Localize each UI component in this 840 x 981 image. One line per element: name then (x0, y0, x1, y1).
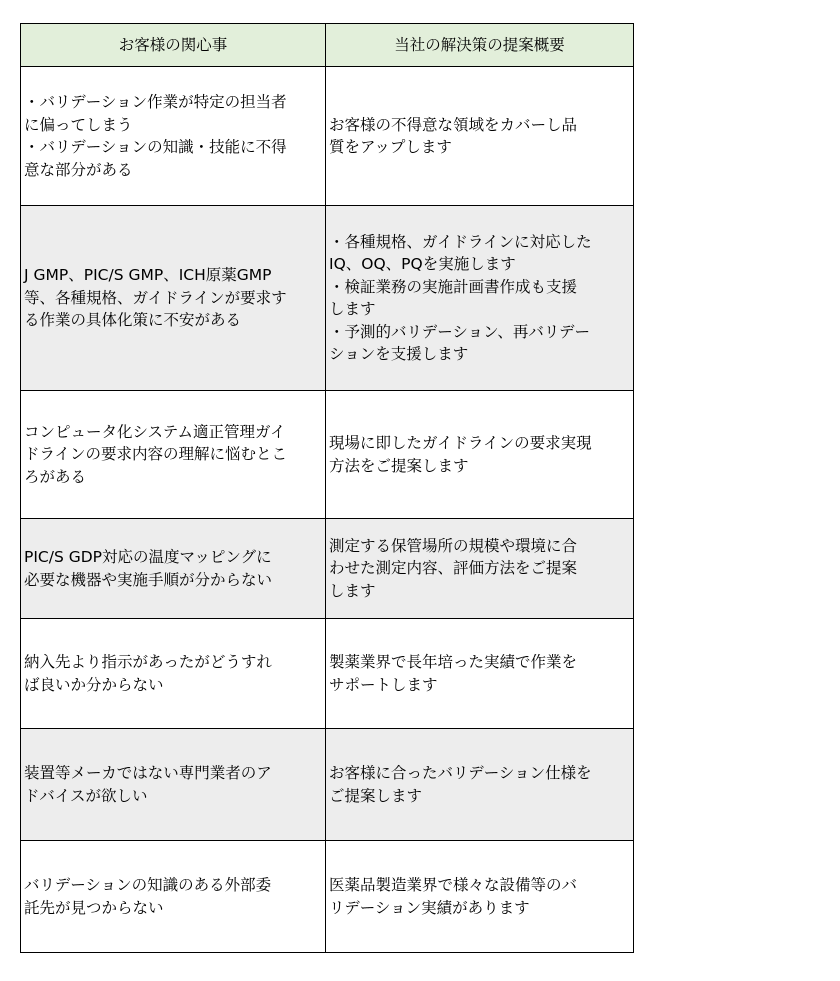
concern-text: 納入先より指示があったがどうすれ ば良いか分からない (24, 653, 272, 694)
concern-text: PIC/S GDP対応の温度マッピングに 必要な機器や実施手順が分からない (24, 548, 273, 589)
table-row (21, 67, 634, 206)
concern-text: コンピュータ化システム適正管理ガイ ドラインの要求内容の理解に悩むとこ ろがある (24, 422, 288, 486)
concern-cell (21, 841, 326, 953)
solution-text: ・各種規格、ガイドラインに対応した IQ、OQ、PQを実施します ・検証業務の実施計画書作成も支援 します ・予測的バリデーション、再バリデー ションを支援します (329, 232, 592, 363)
solution-text: お客様に合ったバリデーション仕様を ご提案します (329, 764, 592, 805)
solution-text: お客様の不得意な領域をカバーし品 質をアップします (329, 115, 578, 156)
header-concern: お客様の関心事 (21, 24, 326, 67)
header-solution: 当社の解決策の提案概要 (326, 24, 634, 67)
table-row (21, 619, 634, 729)
header-row (21, 24, 634, 67)
solution-cell (326, 391, 634, 519)
concern-cell (21, 206, 326, 391)
solution-cell (326, 519, 634, 619)
table-row (21, 729, 634, 841)
concern-cell (21, 519, 326, 619)
solution-cell (326, 729, 634, 841)
concern-text: ・バリデーション作業が特定の担当者 に偏ってしまう ・バリデーションの知識・技能に不得 意な部分がある (24, 93, 287, 179)
solution-cell (326, 206, 634, 391)
solution-text: 製薬業界で長年培った実績で作業を サポートします (329, 653, 578, 694)
table-row (21, 519, 634, 619)
solution-cell (326, 67, 634, 206)
concern-cell (21, 67, 326, 206)
table-row (21, 391, 634, 519)
concern-text: 装置等メーカではない専門業者のア ドバイスが欲しい (24, 764, 272, 805)
solution-text: 測定する保管場所の規模や環境に合 わせた測定内容、評価方法をご提案 します (329, 536, 578, 600)
solution-cell (326, 841, 634, 953)
concern-cell (21, 391, 326, 519)
solution-text: 現場に即したガイドラインの要求実現 方法をご提案します (329, 434, 592, 475)
table-row (21, 206, 634, 391)
concern-cell (21, 729, 326, 841)
concern-text: バリデーションの知識のある外部委 託先が見つからない (24, 876, 272, 917)
solution-cell (326, 619, 634, 729)
concern-text: J GMP、PIC/S GMP、ICH原薬GMP 等、各種規格、ガイドラインが要求す る作業の具体化策に不安がある (24, 266, 287, 330)
table-row (21, 841, 634, 953)
solution-text: 医薬品製造業界で様々な設備等のバ リデーション実績があります (329, 876, 578, 917)
concerns-solutions-table (20, 23, 634, 953)
concern-cell (21, 619, 326, 729)
